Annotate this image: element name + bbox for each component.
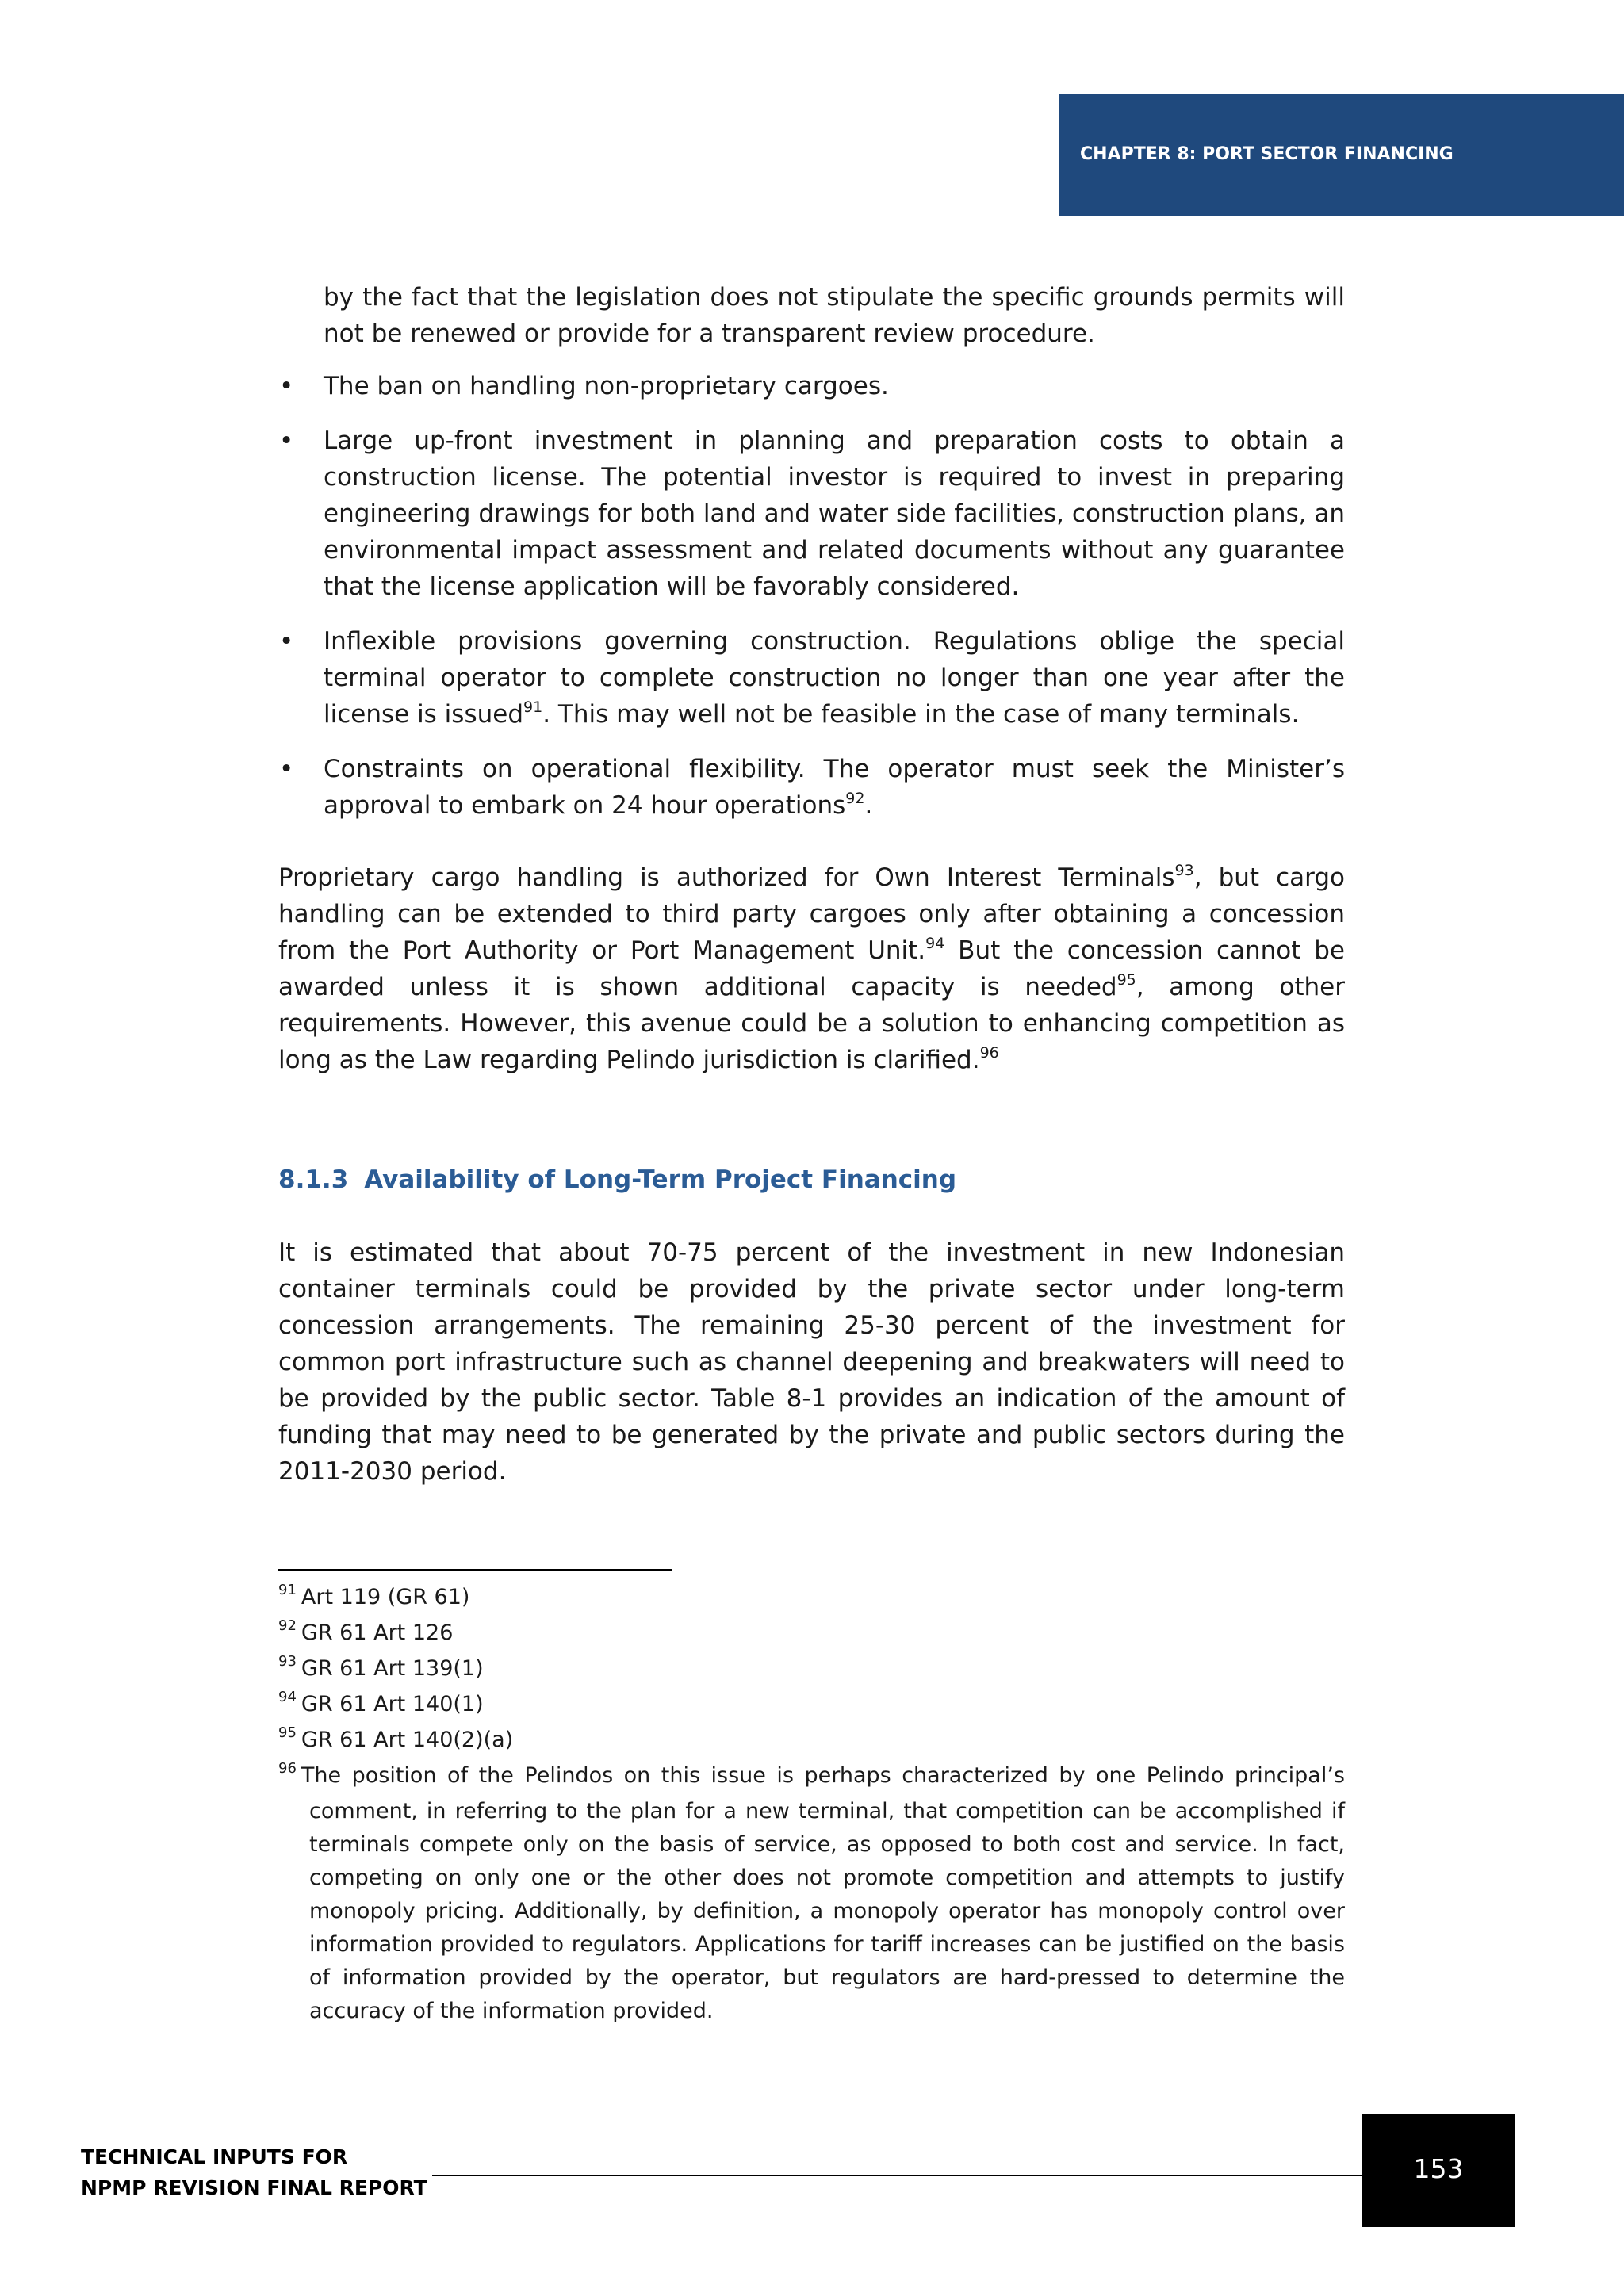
section-number: 8.1.3: [278, 1165, 349, 1194]
footer-divider: [432, 2175, 1362, 2176]
footnote-number: 96: [278, 1760, 297, 1777]
financing-paragraph: It is estimated that about 70-75 percent of the investment in new Indonesian container terminals could be provided by the private sector under long-term concession arrangements. The remaining 25-30 percent of the investment for common port infrastructure such as channel deepening and breakwaters will need to be provided by the public sector. Table 8-1 provides an indication of the amount of funding that may need to be generated by the private and public sectors during the 2011-2030 period.: [278, 1238, 1345, 1486]
constraints-bullet-list: [270, 368, 1345, 842]
continued-paragraph: by the fact that the legislation does not stipulate the specific grounds permits will not be renewed or provide for a transparent review procedure.: [324, 283, 1345, 348]
footnote-item: [278, 1759, 1345, 2028]
page-number: 153: [1413, 2152, 1464, 2184]
bullet-icon: •: [279, 627, 294, 656]
footnote-item: [278, 1581, 1345, 1617]
bullet-item: [270, 623, 1345, 733]
proprietary-cargo-paragraph: [278, 859, 1345, 1078]
bullet-text: Large up-front investment in planning and preparation costs to obtain a construction license. The potential investor is required to invest in preparing engineering drawings for both land and water side facilities, construction plans, an environmental impact assessment and related documents without any guarantee that the license application will be favorably considered.: [324, 427, 1345, 601]
footnote-number: 94: [278, 1689, 297, 1705]
chapter-title: CHAPTER 8: PORT SECTOR FINANCING: [1080, 144, 1454, 164]
footnote-ref[interactable]: 96: [979, 1044, 999, 1062]
bullet-item: [270, 368, 1345, 404]
footnote-text: GR 61 Art 140(2)(a): [301, 1728, 514, 1752]
bullet-text: . This may well not be feasible in the case of many terminals.: [542, 700, 1300, 729]
page-number-box: [1362, 2114, 1515, 2227]
bullet-text: The ban on handling non-proprietary cargoes.: [324, 372, 889, 400]
footnote-number: 91: [278, 1582, 297, 1598]
paragraph-text: Proprietary cargo handling is authorized for Own Interest Terminals: [278, 863, 1175, 892]
footnote-text: GR 61 Art 126: [301, 1621, 454, 1645]
footnote-item: [278, 1724, 1345, 1759]
footnote-ref[interactable]: 93: [1174, 862, 1194, 879]
bullet-icon: •: [279, 755, 294, 783]
footnote-ref[interactable]: 94: [925, 935, 945, 952]
footnote-ref[interactable]: 91: [523, 698, 543, 716]
footnote-number: 95: [278, 1724, 297, 1741]
footnote-ref[interactable]: 92: [845, 790, 865, 807]
paragraph-text: , among other requirements. However, this avenue could be a solution to enhancing competition as long as the Law regarding Pelindo jurisdiction is clarified.: [278, 973, 1345, 1074]
footnote-text: GR 61 Art 140(1): [301, 1692, 484, 1716]
footnote-item: [278, 1652, 1345, 1688]
footnote-number: 93: [278, 1653, 297, 1670]
bullet-icon: •: [279, 427, 294, 455]
bullet-text: Inflexible provisions governing construction. Regulations oblige the special terminal operator to complete construction no longer than one year after the license is issued: [324, 627, 1345, 729]
footnote-ref[interactable]: 95: [1116, 971, 1136, 989]
paragraph-text: , but cargo handling can be extended to third party cargoes only after obtaining a concession from the Port Authority or Port Management Unit.: [278, 863, 1345, 965]
footer-title-line: NPMP REVISION FINAL REPORT: [81, 2176, 427, 2199]
footnotes-list: [278, 1581, 1345, 2028]
bullet-text: Constraints on operational flexibility. The operator must seek the Minister’s approval to embark on 24 hour operations: [324, 755, 1345, 820]
bullet-item: [270, 751, 1345, 824]
footnote-item: [278, 1617, 1345, 1652]
footnote-text: GR 61 Art 139(1): [301, 1656, 484, 1681]
footer-title-line: TECHNICAL INPUTS FOR: [81, 2145, 348, 2168]
footnote-text: Art 119 (GR 61): [301, 1585, 470, 1609]
section-title: Availability of Long-Term Project Financing: [364, 1165, 957, 1194]
footnote-number: 92: [278, 1617, 297, 1634]
footnote-text: The position of the Pelindos on this issue is perhaps characterized by one Pelindo principal’s comment, in referring to the plan for a new terminal, that competition can be accomplished if terminals compete only on the basis of service, as opposed to both cost and service. In fact, competing on only one or the other does not promote competition and attempts to justify monopoly pricing. Additionally, by definition, a monopoly operator has monopoly control over information provided to regulators. Applications for tariff increases can be justified on the basis of information provided by the operator, but regulators are hard-pressed to determine the accuracy of the information provided.: [301, 1763, 1345, 2023]
bullet-text: .: [864, 791, 873, 820]
section-heading: [278, 1165, 1345, 1194]
bullet-icon: •: [279, 372, 294, 400]
footnote-separator: [278, 1569, 672, 1571]
paragraph-text: But the concession cannot be awarded unless it is shown additional capacity is needed: [278, 936, 1345, 1001]
footnote-item: [278, 1688, 1345, 1724]
bullet-item: [270, 423, 1345, 605]
footer-report-title: [81, 2141, 446, 2203]
chapter-header-banner: [1059, 94, 1624, 216]
